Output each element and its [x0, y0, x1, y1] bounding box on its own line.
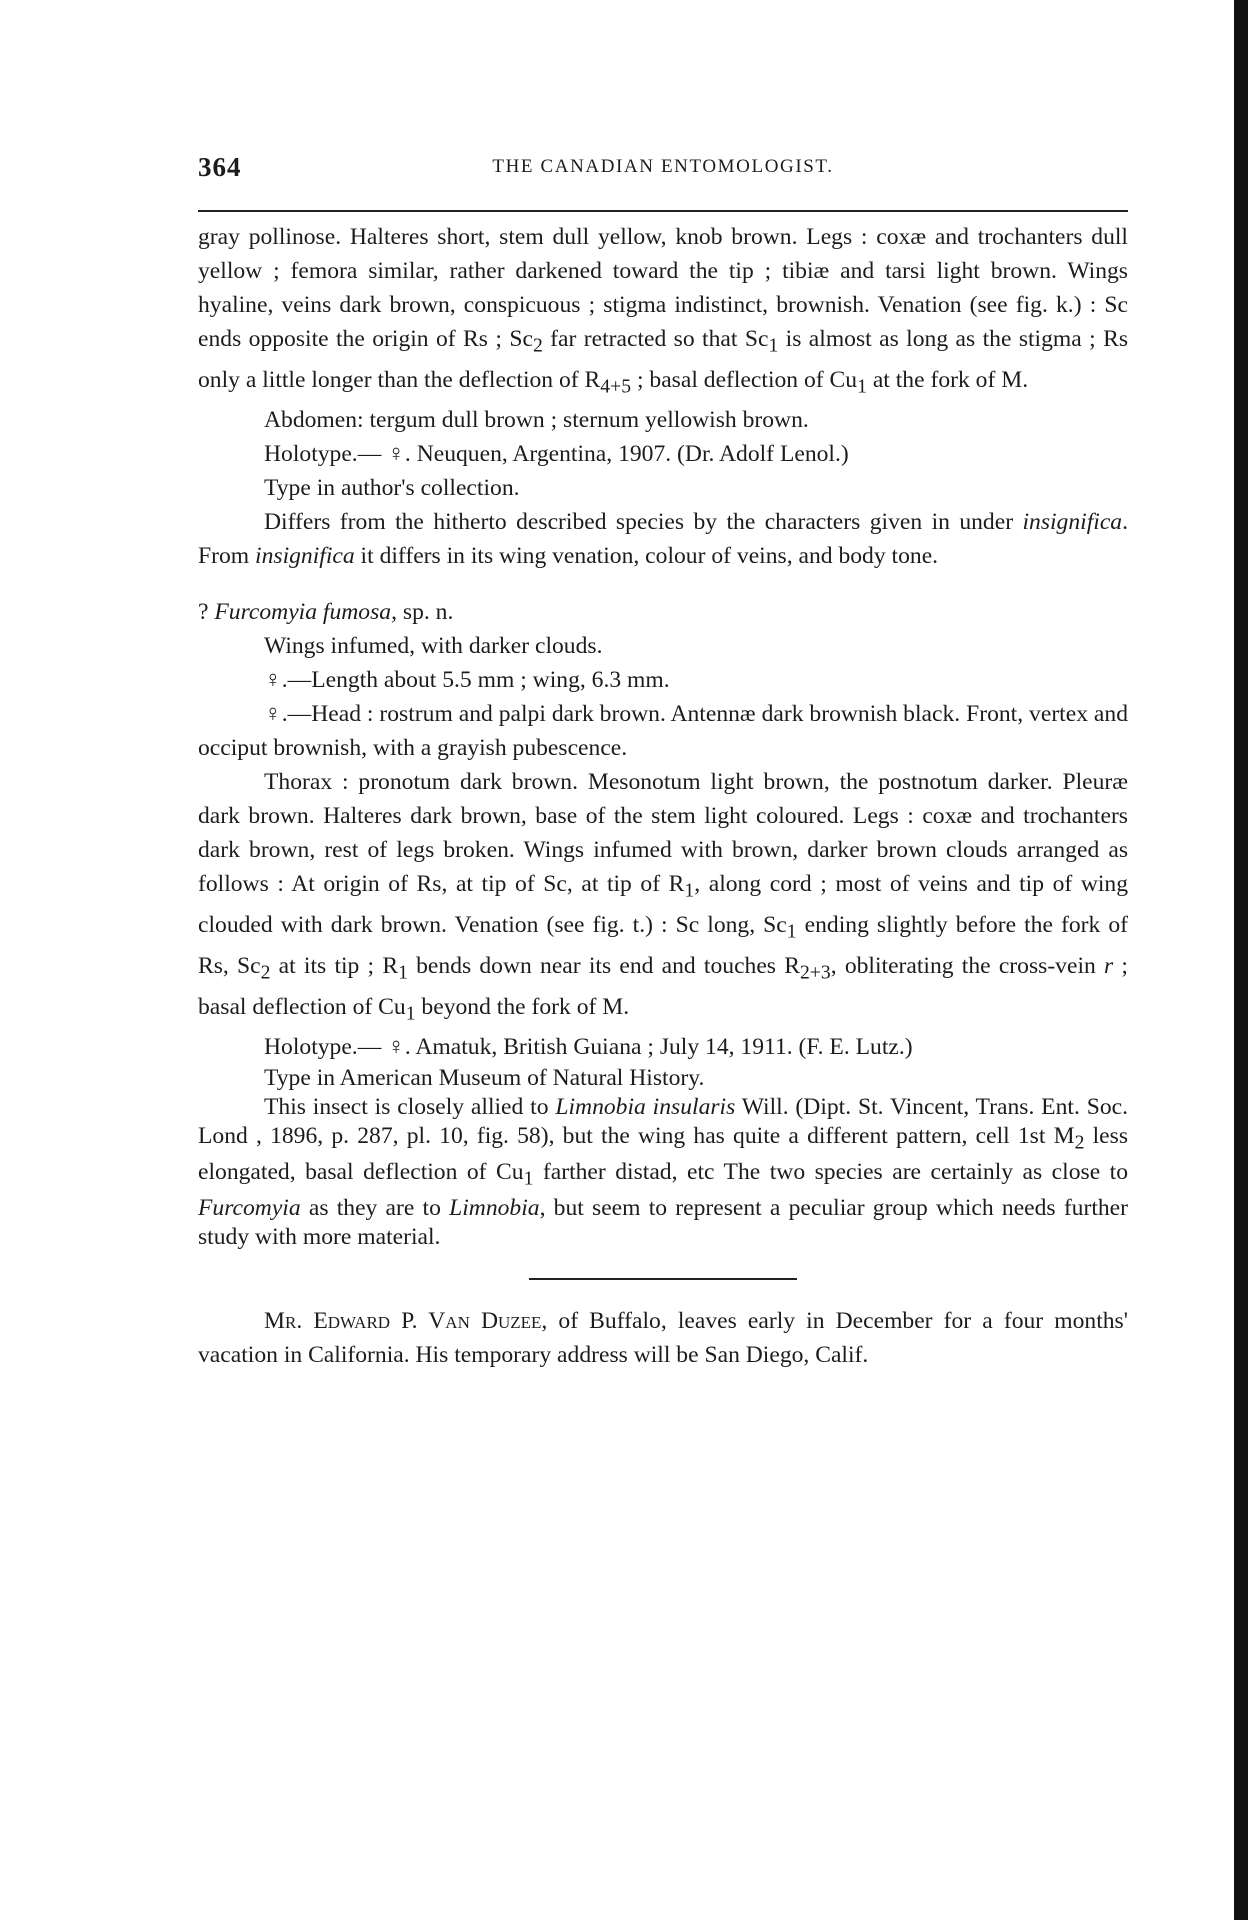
text-span: at its tip ; R: [270, 952, 399, 979]
paragraph-abdomen: Abdomen: tergum dull brown ; sternum yellowish brown.: [264, 407, 809, 434]
text-span: Thorax : pronotum dark brown. Mesonotum light brown, the postnotum darker. Pleuræ dark brown. Halteres dark brown, base of the stem light coloured. Legs : coxæ and trochanters dark brown, rest of legs broken. Wings infumed with brown, darker brown clouds arranged as follows : At origin of Rs, at tip of Sc, at tip of R: [198, 769, 1128, 898]
page-edge-shadow: [1234, 0, 1248, 1920]
paragraph-type: Type in author's collection.: [264, 475, 520, 502]
section-gap: [198, 573, 1128, 595]
text-span: , but seem to represent a peculiar group which needs further study with more material.: [198, 1194, 1129, 1250]
header-rule: [198, 210, 1128, 212]
subscript: 1: [398, 961, 408, 984]
text-span: it differs in its wing venation, colour of veins, and body tone.: [354, 543, 939, 570]
subscript: 2: [532, 334, 543, 357]
subscript: 2+3: [799, 961, 831, 984]
paragraph-notice: [198, 1304, 1128, 1372]
text-span: ; basal deflection of Cu: [631, 366, 858, 393]
text-span: . From: [198, 509, 1128, 570]
species-name: Furcomyia fumosa: [214, 599, 392, 626]
text-span: , along cord ; most of veins and tip of wing clouded with dark brown. Venation (see fig. t.) : Sc long, Sc: [198, 871, 1129, 939]
text-span: Will. (Dipt. St. Vincent, Trans. Ent. Soc. Lond , 1896, p. 287, pl. 10, fig. 58), but the wing has quite a different pattern, cell 1st M: [198, 1094, 1128, 1150]
text-span: , of Buffalo, leaves early in December for a four months' vacation in California. His temporary address will be San Diego, Calif.: [198, 1307, 1128, 1368]
text-span: ending slightly before the fork of Rs, Sc: [198, 912, 1128, 979]
paragraph-thorax: [198, 765, 1128, 1030]
text-span: at the fork of M.: [866, 366, 1029, 393]
text-span: Differs from the hitherto described species by the characters given in under: [264, 509, 1023, 536]
italic-name: Limnobia insularis: [555, 1094, 736, 1121]
subscript: 4+5: [600, 375, 632, 398]
page-number: 364: [198, 152, 242, 182]
text-span: ; basal deflection of Cu: [198, 952, 1128, 1020]
paragraph-wings: Wings infumed, with darker clouds.: [264, 633, 603, 660]
subscript: 2: [1074, 1132, 1085, 1155]
text-span: ?: [198, 599, 215, 626]
text-span: , sp. n.: [391, 599, 454, 626]
subscript: 1: [684, 880, 695, 903]
page-header: [198, 152, 1128, 192]
text-span: This insect is closely allied to: [264, 1094, 556, 1121]
text-span: farther distad, etc The two species are certainly as close to: [533, 1159, 1129, 1186]
article-body: [198, 220, 1128, 1372]
subscript: 1: [405, 1002, 416, 1025]
person-name: Mr. Edward P. Van Duzee: [264, 1307, 542, 1334]
italic-name: Limnobia: [449, 1194, 540, 1221]
text-span: is almost as long as the stigma ; Rs only a little longer than the deflection of R: [198, 326, 1129, 393]
italic-letter: r: [1104, 952, 1114, 979]
subscript: 1: [786, 920, 797, 943]
paragraph-description: [198, 220, 1128, 403]
italic-name: insignifica: [255, 543, 355, 570]
subscript: 1: [857, 375, 867, 398]
subscript: 1: [523, 1167, 534, 1190]
italic-name: insignifica: [1022, 509, 1123, 536]
italic-name: Furcomyia: [198, 1194, 301, 1221]
section-divider: [529, 1278, 797, 1280]
subscript: 1: [768, 334, 779, 357]
text-span: far retracted so that Sc: [542, 326, 769, 352]
paragraph-differs: [198, 505, 1128, 573]
journal-title: THE CANADIAN ENTOMOLOGIST.: [492, 156, 834, 177]
paragraph-allied: [198, 1093, 1128, 1251]
paragraph-holotype: Holotype.— ♀. Neuquen, Argentina, 1907. (Dr. Adolf Lenol.): [264, 441, 849, 468]
text-span: gray pollinose. Halteres short, stem dull yellow, knob brown. Legs : coxæ and trochanters dull yellow ; femora similar, rather darkened toward the tip ; tibiæ and tarsi light brown. Wings hyaline, veins dark brown, conspicuous ; stigma indistinct, brownish. Venation (see fig. k.) : Sc ends opposite the origin of Rs ; Sc: [198, 224, 1128, 352]
paragraph-length: ♀.—Length about 5.5 mm ; wing, 6.3 mm.: [264, 667, 670, 694]
paragraph-type-2: Type in American Museum of Natural History.: [264, 1065, 705, 1092]
text-span: less elongated, basal deflection of Cu: [198, 1123, 1129, 1186]
paragraph-holotype-2: Holotype.— ♀. Amatuk, British Guiana ; July 14, 1911. (F. E. Lutz.): [264, 1034, 913, 1061]
text-span: bends down near its end and touches R: [407, 952, 800, 979]
paragraph-head: ♀.—Head : rostrum and palpi dark brown. Antennæ dark brownish black. Front, vertex and occiput brownish, with a grayish pubescence.: [198, 701, 1128, 762]
subscript: 2: [260, 961, 271, 984]
text-span: , obliterating the cross-vein: [830, 952, 1105, 979]
species-heading: [198, 595, 1128, 629]
text-span: as they are to: [300, 1194, 450, 1221]
text-span: beyond the fork of M.: [415, 993, 630, 1020]
